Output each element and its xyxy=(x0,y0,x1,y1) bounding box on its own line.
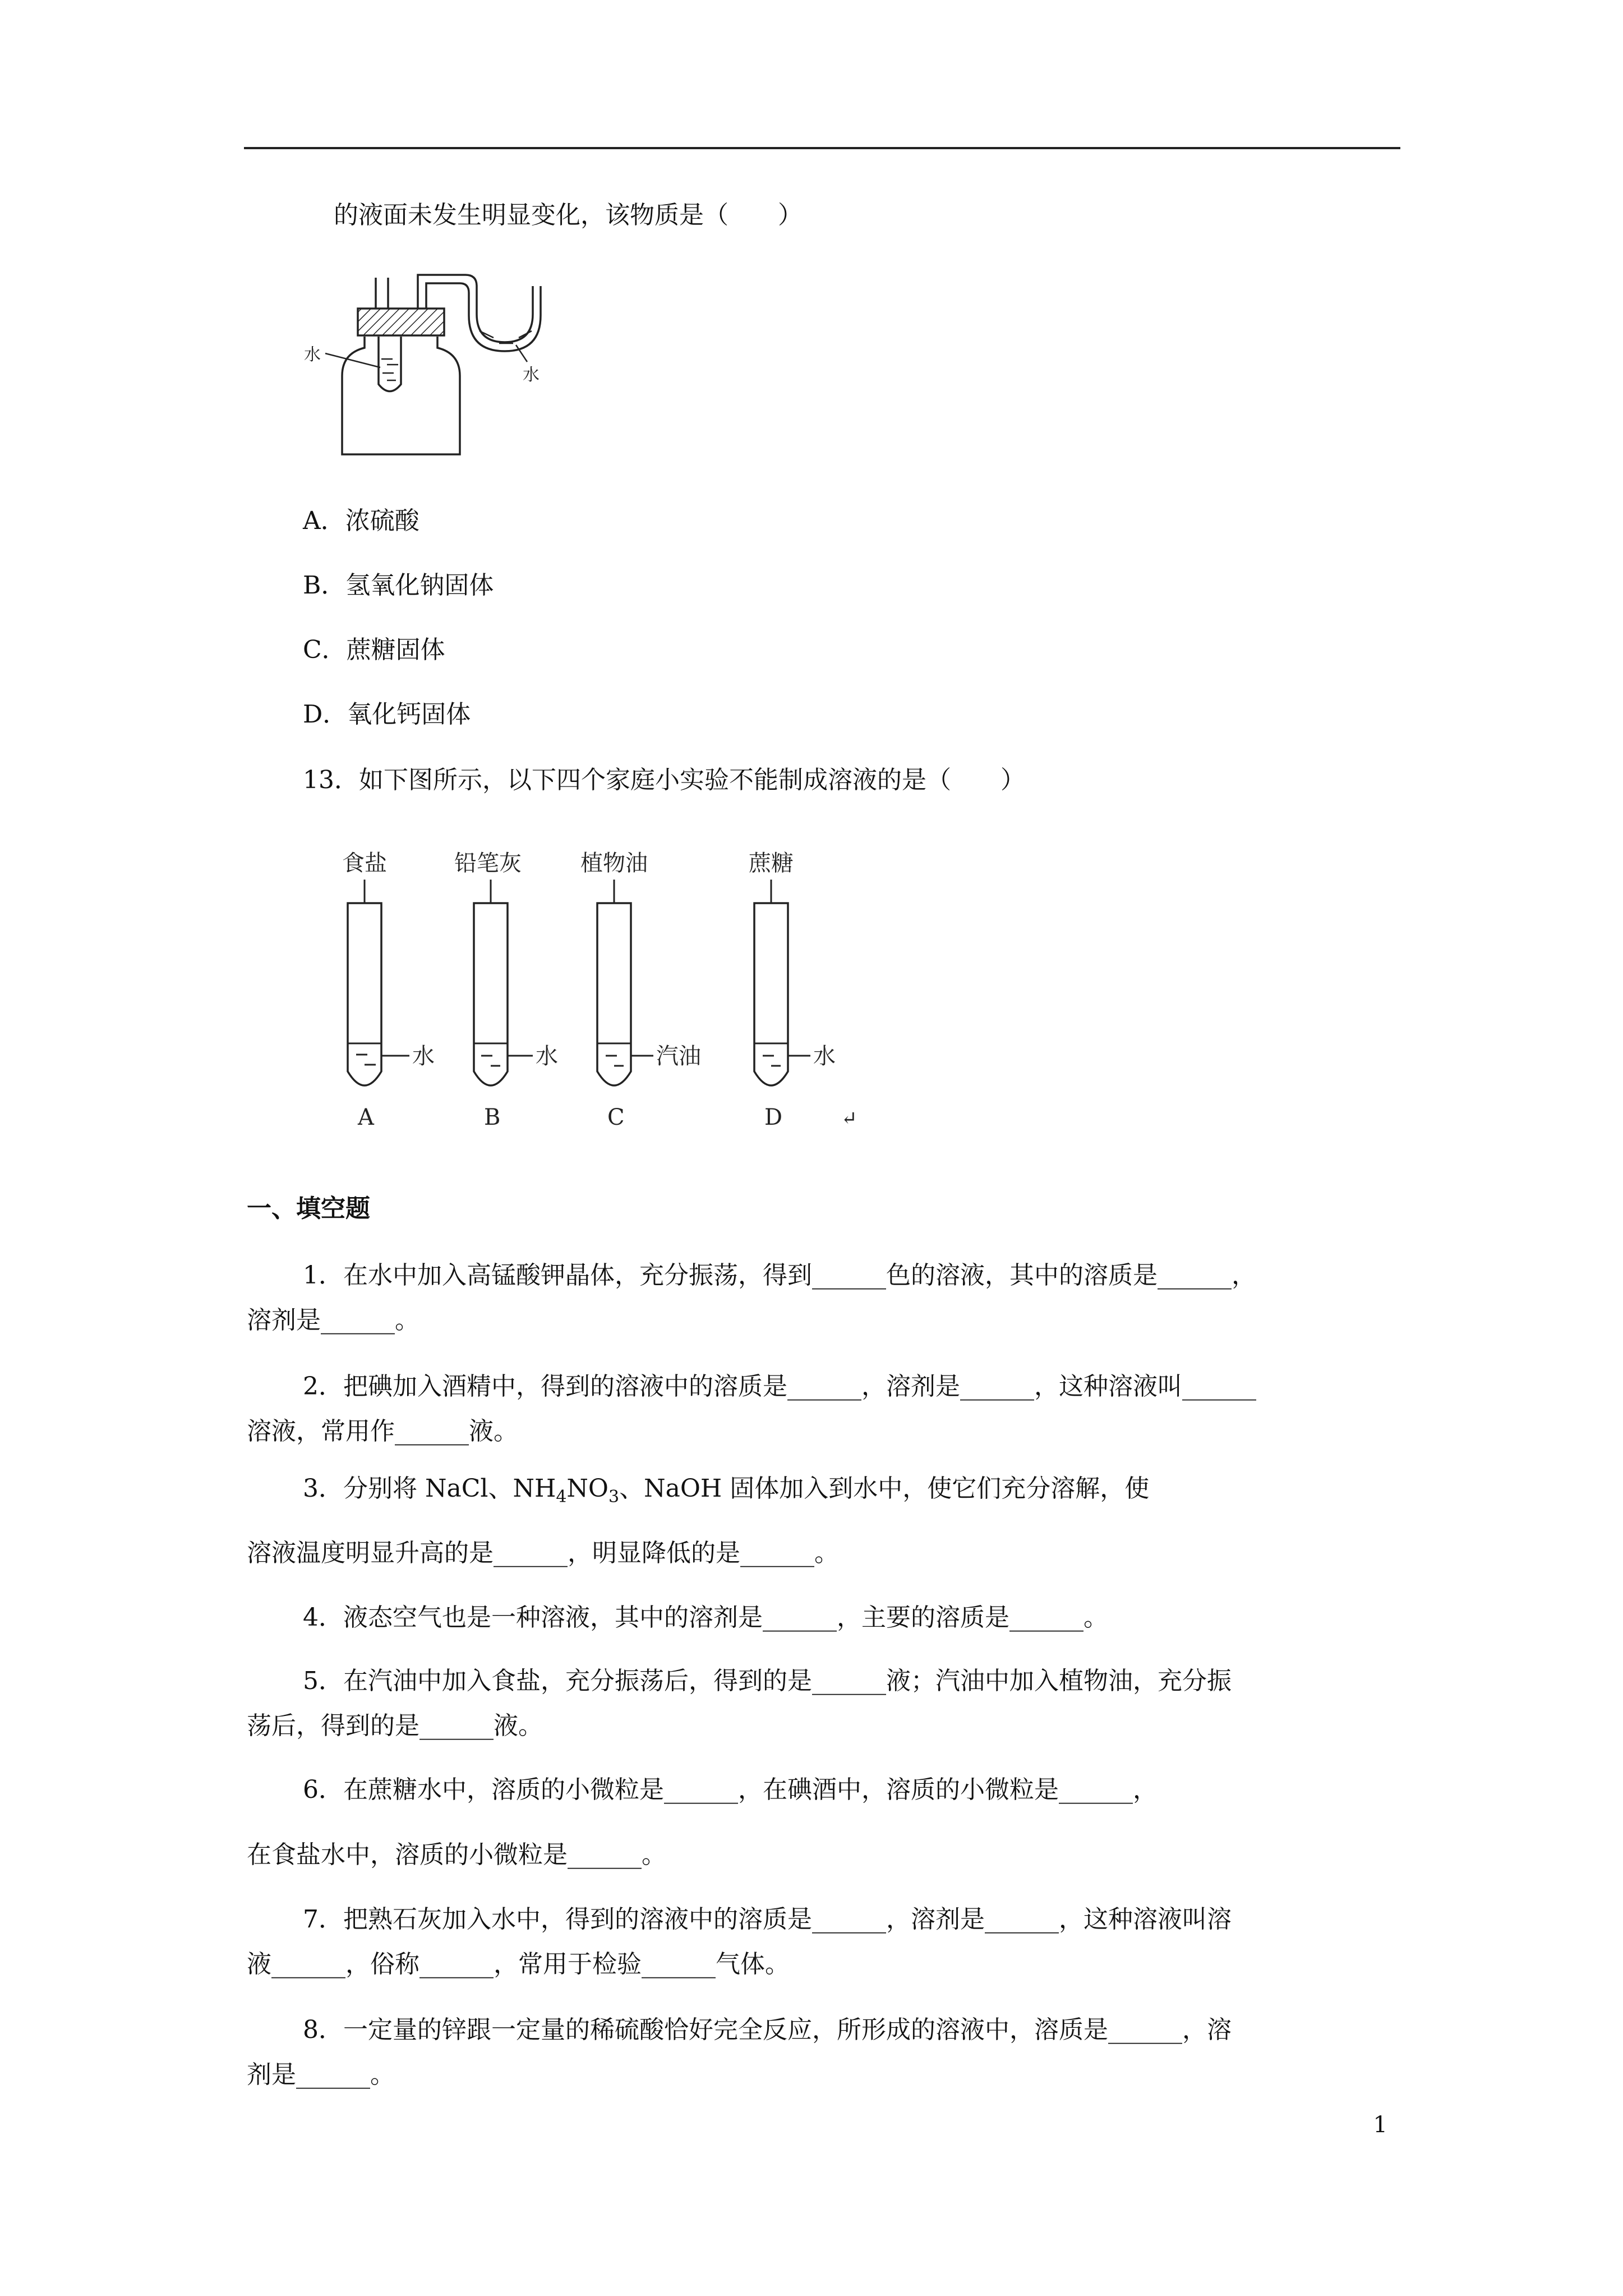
option-a: A．浓硫酸 xyxy=(303,507,419,535)
section-title: 一、填空题 xyxy=(247,1194,370,1223)
fill-q5-line1: 5．在汽油中加入食盐，充分振荡后，得到的是______液；汽油中加入植物油，充分振 xyxy=(303,1667,1232,1695)
fill-q1-line1: 1．在水中加入高锰酸钾晶体，充分振荡，得到______色的溶液，其中的溶质是______， xyxy=(303,1261,1256,1290)
return-mark: ↵ xyxy=(841,1107,857,1130)
option-d: D．氧化钙固体 xyxy=(303,700,471,729)
tube-b xyxy=(474,903,508,1085)
water-label-right: 水 xyxy=(523,365,540,385)
tube-a-side-label: 水 xyxy=(412,1043,435,1069)
q13-test-tubes-figure xyxy=(325,847,897,1139)
option-b: B．氢氧化钠固体 xyxy=(303,571,494,600)
tube-a xyxy=(348,903,381,1085)
fill-q7-line1: 7．把熟石灰加入水中，得到的溶液中的溶质是______，溶剂是______，这种溶液叫溶 xyxy=(303,1905,1232,1934)
stopper xyxy=(358,309,444,335)
water-label-left: 水 xyxy=(304,345,321,365)
tube-a-letter: A xyxy=(358,1105,374,1130)
tube-c-side-label: 汽油 xyxy=(656,1043,701,1069)
tube-d-top-label: 蔗糖 xyxy=(749,850,794,876)
tube-c-top-label: 植物油 xyxy=(580,850,648,876)
tube-d-side-label: 水 xyxy=(813,1043,836,1069)
fill-q8-line2: 剂是______。 xyxy=(247,2060,395,2089)
left-tube xyxy=(376,278,388,309)
tube-d-letter: D xyxy=(764,1105,783,1130)
fill-q7-line2: 液______，俗称______，常用于检验______气体。 xyxy=(247,1950,790,1978)
question-13: 13．如下图所示，以下四个家庭小实验不能制成溶液的是（ ） xyxy=(303,766,1025,794)
fill-q3-line1: 3．分别将 NaCl、$NH_4NO_3$、NaOH 固体加入到水中，使它们充分溶解，使 xyxy=(303,1474,1150,1507)
tube-c-letter: C xyxy=(607,1105,625,1130)
tube-d xyxy=(754,903,788,1085)
fill-q6-line1: 6．在蔗糖水中，溶质的小微粒是______，在碘酒中，溶质的小微粒是______， xyxy=(303,1775,1158,1804)
option-c: C．蔗糖固体 xyxy=(303,636,445,664)
tube-b-side-label: 水 xyxy=(536,1043,558,1069)
fill-q2-line1: 2．把碘加入酒精中，得到的溶液中的溶质是______，溶剂是______，这种溶液叫______ xyxy=(303,1372,1256,1401)
fill-q8-line1: 8．一定量的锌跟一定量的稀硫酸恰好完全反应，所形成的溶液中，溶质是______，溶 xyxy=(303,2016,1232,2044)
tube-b-letter: B xyxy=(484,1105,501,1130)
fill-q6-line2: 在食盐水中，溶质的小微粒是______。 xyxy=(247,1841,666,1869)
header-rule xyxy=(244,147,1400,149)
q12-tail: 的液面未发生明显变化，该物质是（ ） xyxy=(334,201,803,229)
page-number: 1 xyxy=(1373,2112,1387,2138)
tube-a-top-label: 食盐 xyxy=(342,850,387,876)
fill-q3-line2: 溶液温度明显升高的是______，明显降低的是______。 xyxy=(247,1539,839,1567)
fill-q2-line2: 溶液，常用作______液。 xyxy=(247,1417,518,1446)
fill-q1-line2: 溶剂是______。 xyxy=(247,1306,419,1335)
q12-apparatus-figure xyxy=(292,264,583,471)
fill-q4: 4．液态空气也是一种溶液，其中的溶剂是______，主要的溶质是______。 xyxy=(303,1603,1108,1632)
tube-c xyxy=(597,903,631,1085)
fill-q5-line2: 荡后，得到的是______液。 xyxy=(247,1711,543,1740)
tube-b-top-label: 铅笔灰 xyxy=(454,850,522,876)
